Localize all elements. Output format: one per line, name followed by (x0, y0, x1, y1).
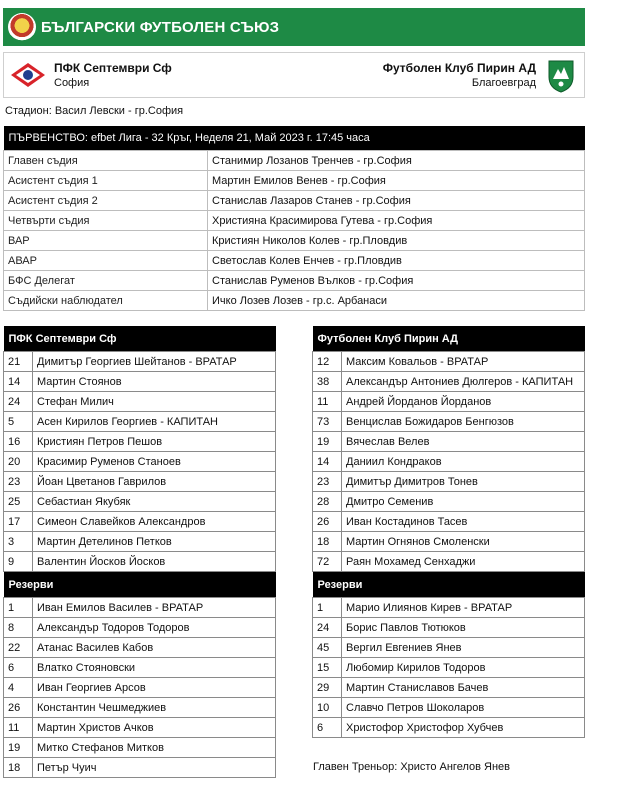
home-lineup-header: ПФК Септември Сф (4, 326, 276, 352)
player-number: 17 (4, 512, 33, 532)
player-number: 16 (4, 432, 33, 452)
player-name: Мартин Стоянов (33, 372, 276, 392)
player-row (4, 638, 276, 658)
player-name: Даниил Кондраков (342, 452, 585, 472)
player-row (313, 372, 585, 392)
player-row (4, 758, 276, 778)
player-row (313, 472, 585, 492)
player-name: Дмитро Семенив (342, 492, 585, 512)
official-row (4, 211, 585, 231)
official-role: Съдийски наблюдател (4, 291, 208, 311)
home-team-name: ПФК Септември Сф (54, 61, 172, 75)
player-name: Мартин Станиславов Бачев (342, 678, 585, 698)
official-role: Асистент съдия 2 (4, 191, 208, 211)
official-row (4, 291, 585, 311)
player-number: 18 (313, 532, 342, 552)
player-row (313, 352, 585, 372)
federation-banner (3, 8, 585, 46)
player-name: Славчо Петров Шоколаров (342, 698, 585, 718)
player-name: Димитър Георгиев Шейтанов - ВРАТАР (33, 352, 276, 372)
official-role: АВАР (4, 251, 208, 271)
player-name: Иван Емилов Василев - ВРАТАР (33, 598, 276, 618)
player-name: Мартин Христов Ачков (33, 718, 276, 738)
competition-header: ПЪРВЕНСТВО: efbet Лига - 32 Кръг, Неделя 21, Май 2023 г. 17:45 часа (4, 126, 585, 151)
official-row (4, 271, 585, 291)
player-name: Асен Кирилов Георгиев - КАПИТАН (33, 412, 276, 432)
player-number: 26 (4, 698, 33, 718)
player-number: 8 (4, 618, 33, 638)
official-name: Кристиян Николов Колев - гр.Пловдив (208, 231, 585, 251)
player-number: 12 (313, 352, 342, 372)
player-number: 20 (4, 452, 33, 472)
player-row (4, 432, 276, 452)
home-team-crest-icon (10, 62, 46, 88)
player-row (4, 372, 276, 392)
player-number: 38 (313, 372, 342, 392)
player-name: Александър Тодоров Тодоров (33, 618, 276, 638)
player-row (4, 698, 276, 718)
player-number: 22 (4, 638, 33, 658)
official-role: ВАР (4, 231, 208, 251)
player-name: Димитър Димитров Тонев (342, 472, 585, 492)
player-name: Максим Ковальов - ВРАТАР (342, 352, 585, 372)
player-row (4, 552, 276, 572)
player-name: Христофор Христофор Хубчев (342, 718, 585, 738)
player-row (4, 598, 276, 618)
player-name: Кристиян Петров Пешов (33, 432, 276, 452)
player-number: 14 (313, 452, 342, 472)
player-row (313, 512, 585, 532)
player-row (4, 718, 276, 738)
away-lineup-table (312, 326, 585, 738)
player-number: 24 (313, 618, 342, 638)
away-head-coach: Главен Треньор: Христо Ангелов Янев (313, 761, 510, 773)
player-name: Марио Илиянов Кирев - ВРАТАР (342, 598, 585, 618)
home-team-city: София (54, 77, 90, 89)
player-name: Мартин Огнянов Смоленски (342, 532, 585, 552)
player-row (313, 698, 585, 718)
official-name: Мартин Емилов Венев - гр.София (208, 171, 585, 191)
player-name: Мартин Детелинов Петков (33, 532, 276, 552)
player-row (4, 392, 276, 412)
official-row (4, 171, 585, 191)
player-name: Красимир Руменов Станоев (33, 452, 276, 472)
player-number: 6 (4, 658, 33, 678)
player-number: 25 (4, 492, 33, 512)
official-name: Станимир Лозанов Тренчев - гр.София (208, 151, 585, 171)
player-number: 5 (4, 412, 33, 432)
player-number: 45 (313, 638, 342, 658)
away-reserves-header: Резерви (313, 572, 585, 598)
player-row (313, 618, 585, 638)
player-name: Иван Георгиев Арсов (33, 678, 276, 698)
player-name: Раян Мохамед Сенхаджи (342, 552, 585, 572)
official-row (4, 191, 585, 211)
away-team-crest-icon (546, 57, 576, 93)
player-row (313, 492, 585, 512)
player-number: 29 (313, 678, 342, 698)
player-name: Влатко Стояновски (33, 658, 276, 678)
away-lineup-header: Футболен Клуб Пирин АД (313, 326, 585, 352)
player-number: 14 (4, 372, 33, 392)
player-name: Александър Антониев Дюлгеров - КАПИТАН (342, 372, 585, 392)
player-name: Митко Стефанов Митков (33, 738, 276, 758)
stadium-info: Стадион: Васил Левски - гр.София (5, 105, 184, 117)
player-row (4, 492, 276, 512)
official-role: Асистент съдия 1 (4, 171, 208, 191)
player-number: 1 (4, 598, 33, 618)
player-row (4, 678, 276, 698)
player-name: Стефан Милич (33, 392, 276, 412)
player-name: Иван Костадинов Тасев (342, 512, 585, 532)
player-row (313, 552, 585, 572)
away-team-name: Футболен Клуб Пирин АД (382, 61, 536, 75)
player-row (313, 658, 585, 678)
player-name: Петър Чуич (33, 758, 276, 778)
player-number: 23 (4, 472, 33, 492)
player-row (4, 512, 276, 532)
player-name: Константин Чешмеджиев (33, 698, 276, 718)
player-row (313, 392, 585, 412)
player-name: Себастиан Якубяк (33, 492, 276, 512)
official-row (4, 251, 585, 271)
official-name: Ичко Лозев Лозев - гр.с. Арбанаси (208, 291, 585, 311)
official-row (4, 231, 585, 251)
player-name: Валентин Йосков Йосков (33, 552, 276, 572)
player-row (4, 412, 276, 432)
player-row (313, 598, 585, 618)
player-number: 6 (313, 718, 342, 738)
official-name: Християна Красимирова Гутева - гр.София (208, 211, 585, 231)
player-name: Венцислав Божидаров Бенгюзов (342, 412, 585, 432)
player-number: 4 (4, 678, 33, 698)
player-number: 24 (4, 392, 33, 412)
officials-table (3, 126, 585, 311)
player-name: Андрей Йорданов Йорданов (342, 392, 585, 412)
official-role: БФС Делегат (4, 271, 208, 291)
player-name: Йоан Цветанов Гаврилов (33, 472, 276, 492)
player-row (4, 352, 276, 372)
player-number: 18 (4, 758, 33, 778)
player-number: 15 (313, 658, 342, 678)
player-row (4, 452, 276, 472)
player-name: Атанас Василев Кабов (33, 638, 276, 658)
player-row (313, 452, 585, 472)
player-number: 3 (4, 532, 33, 552)
official-name: Станислав Лазаров Станев - гр.София (208, 191, 585, 211)
federation-logo-icon (8, 13, 36, 41)
player-number: 26 (313, 512, 342, 532)
player-row (313, 678, 585, 698)
player-number: 9 (4, 552, 33, 572)
player-row (313, 638, 585, 658)
player-number: 28 (313, 492, 342, 512)
player-name: Любомир Кирилов Тодоров (342, 658, 585, 678)
player-number: 73 (313, 412, 342, 432)
player-row (4, 618, 276, 638)
official-name: Светослав Колев Енчев - гр.Пловдив (208, 251, 585, 271)
player-number: 19 (313, 432, 342, 452)
official-name: Станислав Руменов Вълков - гр.София (208, 271, 585, 291)
player-number: 1 (313, 598, 342, 618)
official-row (4, 151, 585, 171)
player-row (313, 432, 585, 452)
player-name: Вергил Евгениев Янев (342, 638, 585, 658)
official-role: Четвърти съдия (4, 211, 208, 231)
player-number: 72 (313, 552, 342, 572)
official-role: Главен съдия (4, 151, 208, 171)
player-row (313, 532, 585, 552)
player-row (313, 718, 585, 738)
player-number: 11 (313, 392, 342, 412)
player-number: 19 (4, 738, 33, 758)
player-number: 23 (313, 472, 342, 492)
player-row (4, 532, 276, 552)
away-team-city: Благоевград (471, 77, 536, 89)
player-name: Симеон Славейков Александров (33, 512, 276, 532)
player-number: 21 (4, 352, 33, 372)
player-name: Борис Павлов Тютюков (342, 618, 585, 638)
home-lineup-table (3, 326, 276, 778)
player-number: 11 (4, 718, 33, 738)
player-name: Вячеслав Велев (342, 432, 585, 452)
federation-title: БЪЛГАРСКИ ФУТБОЛЕН СЪЮЗ (41, 19, 280, 36)
home-reserves-header: Резерви (4, 572, 276, 598)
player-row (4, 658, 276, 678)
match-teams-box (3, 52, 585, 98)
player-number: 10 (313, 698, 342, 718)
player-row (4, 738, 276, 758)
player-row (313, 412, 585, 432)
player-row (4, 472, 276, 492)
